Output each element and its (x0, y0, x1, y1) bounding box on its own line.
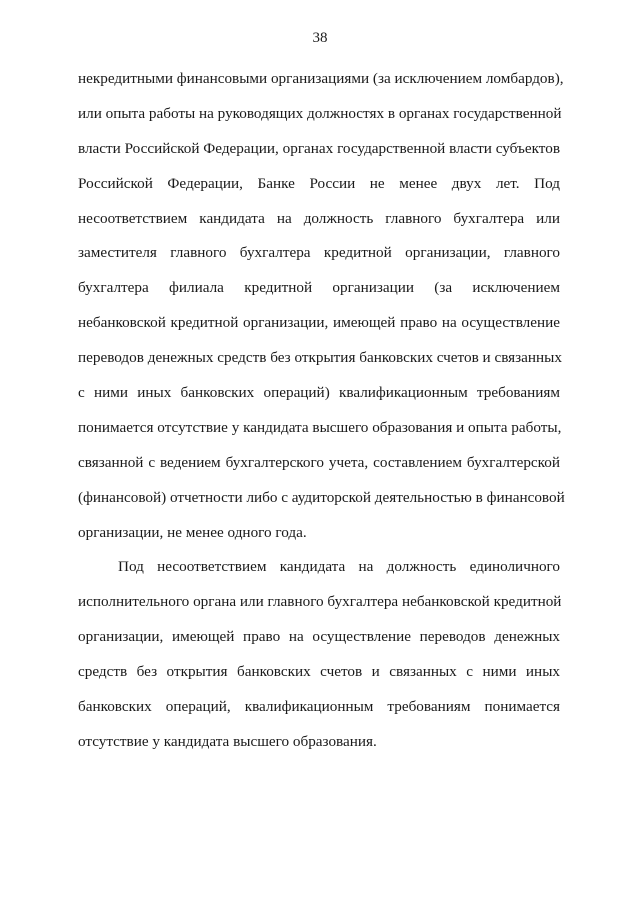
text-line: или опыта работы на руководящих должностях в органах государственной (78, 104, 562, 122)
text-line: отсутствие у кандидата высшего образования. (78, 732, 377, 750)
text-line: некредитными финансовыми организациями (за исключением ломбардов), (78, 70, 564, 87)
text-line: несоответствием кандидата на должность главного бухгалтера или (78, 209, 560, 227)
text-line: заместителя главного бухгалтера кредитной организации, главного (78, 244, 560, 262)
text-line: (финансовой) отчетности либо с аудиторской деятельностью в финансовой (78, 488, 565, 506)
text-line: связанной с ведением бухгалтерского учета, составлением бухгалтерской (78, 453, 560, 471)
paragraph-2 (78, 550, 560, 759)
document-body (78, 62, 565, 760)
text-line: средств без открытия банковских счетов и связанных с ними иных (78, 663, 560, 681)
text-line: банковских операций, квалификационным требованиям понимается (78, 698, 560, 716)
text-line: с ними иных банковских операций) квалификационным требованиям (78, 384, 560, 402)
paragraph-1 (78, 62, 565, 550)
text-line: власти Российской Федерации, органах государственной власти субъектов (78, 139, 560, 157)
page-number: 38 (312, 30, 328, 46)
text-line: исполнительного органа или главного бухгалтера небанковской кредитной (78, 593, 562, 611)
text-line: Российской Федерации, Банке России не менее двух лет. Под (78, 174, 560, 192)
text-line: бухгалтера филиала кредитной организации (за исключением (78, 279, 560, 297)
text-line: небанковской кредитной организации, имеющей право на осуществление (78, 314, 560, 332)
text-line: организации, имеющей право на осуществление переводов денежных (78, 628, 560, 646)
text-line: понимается отсутствие у кандидата высшего образования и опыта работы, (78, 418, 562, 436)
text-line: переводов денежных средств без открытия банковских счетов и связанных (78, 349, 562, 367)
text-line: организации, не менее одного года. (78, 523, 307, 541)
text-line: Под несоответствием кандидата на должность единоличного (118, 558, 560, 576)
